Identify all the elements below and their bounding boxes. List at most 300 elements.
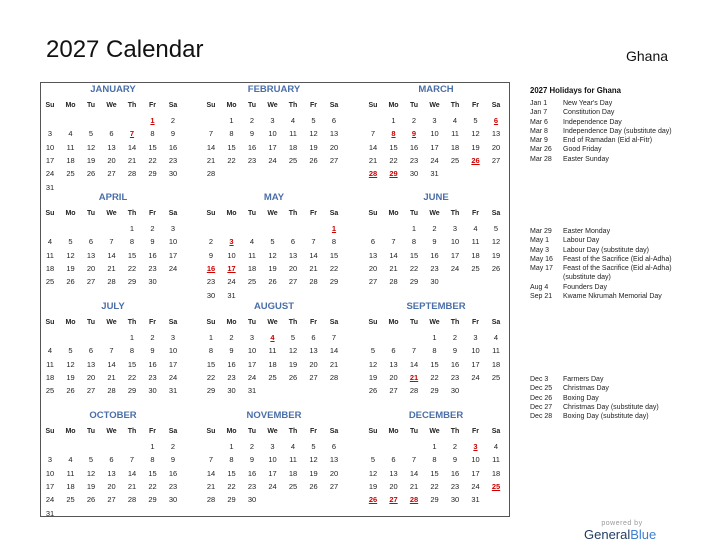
day-cell: 24 — [247, 372, 257, 382]
day-cell: 23 — [206, 277, 216, 287]
day-cell: 4 — [249, 237, 255, 247]
month-name: MAY — [263, 192, 285, 203]
day-cell: 10 — [450, 237, 460, 247]
day-cell: 13 — [86, 359, 96, 369]
day-cell: 14 — [409, 468, 419, 478]
holiday-item — [530, 118, 702, 127]
day-cell: 15 — [127, 359, 137, 369]
day-cell: 2 — [150, 333, 155, 342]
day-cell: 17 — [268, 468, 277, 478]
holiday-day: 17 — [227, 263, 236, 273]
holiday-item — [530, 227, 702, 236]
weekday-header: We — [267, 210, 278, 217]
holiday-day: 21 — [409, 372, 419, 382]
holiday-date: Mar 8 — [530, 127, 548, 135]
day-cell: 17 — [45, 155, 55, 165]
day-cell: 7 — [129, 455, 135, 465]
day-cell: 8 — [331, 237, 337, 247]
day-cell: 23 — [450, 481, 460, 491]
day-cell: 7 — [331, 333, 337, 342]
weekday-header: Tu — [409, 428, 419, 435]
day-cell: 21 — [206, 155, 216, 165]
day-cell: 12 — [491, 237, 501, 247]
day-cell: 24 — [450, 263, 460, 273]
holiday-day: 16 — [206, 263, 216, 273]
day-cell: 25 — [247, 277, 257, 287]
holiday-date: May 1 — [530, 237, 550, 245]
weekday-header: Mo — [226, 102, 237, 109]
day-cell: 18 — [66, 155, 75, 165]
day-cell: 9 — [208, 250, 214, 260]
day-cell: 30 — [409, 169, 419, 179]
day-cell: 12 — [288, 346, 298, 356]
day-cell: 27 — [389, 386, 398, 396]
day-cell: 20 — [107, 155, 116, 165]
day-cell: 17 — [168, 250, 178, 260]
day-cell: 16 — [148, 250, 157, 260]
weekday-header: Sa — [329, 428, 339, 435]
day-cell: 30 — [148, 277, 157, 287]
day-cell: 25 — [45, 277, 55, 287]
day-cell: 14 — [389, 250, 398, 260]
day-cell: 9 — [452, 346, 458, 356]
day-cell: 25 — [450, 155, 460, 165]
weekday-header: Sa — [329, 210, 339, 217]
weekday-header: We — [267, 428, 278, 435]
holiday-date: Mar 6 — [530, 118, 548, 126]
day-cell: 18 — [45, 372, 55, 382]
weekday-header: Tu — [247, 210, 257, 217]
day-cell: 27 — [329, 481, 339, 491]
weekday-header: Sa — [491, 210, 501, 217]
day-cell: 21 — [206, 481, 216, 491]
day-cell: 22 — [127, 372, 137, 382]
holiday-item — [530, 255, 702, 264]
day-cell: 9 — [150, 237, 155, 247]
weekday-header: Th — [288, 428, 298, 435]
day-cell: 10 — [471, 455, 480, 465]
brand-logo — [584, 520, 660, 542]
day-cell: 11 — [46, 359, 54, 369]
day-cell: 27 — [491, 155, 501, 165]
day-cell: 6 — [88, 237, 94, 247]
day-cell: 7 — [391, 237, 396, 247]
weekday-header: Fr — [149, 210, 156, 217]
holiday-date: Dec 25 — [530, 385, 553, 393]
day-cell: 15 — [148, 468, 157, 478]
day-cell: 13 — [491, 129, 501, 139]
holiday-entry — [530, 99, 702, 108]
day-cell: 30 — [450, 495, 460, 505]
holiday-day: 28 — [368, 169, 378, 179]
weekday-header: Fr — [149, 428, 156, 435]
holiday-item — [530, 145, 702, 154]
month-name: JANUARY — [90, 84, 136, 95]
weekday-header: Th — [288, 102, 298, 109]
day-cell: 16 — [450, 468, 460, 478]
holiday-day: 1 — [331, 224, 337, 233]
day-cell: 18 — [450, 142, 460, 152]
day-cell: 29 — [127, 386, 137, 396]
day-cell: 6 — [391, 455, 396, 465]
holiday-day: 26 — [471, 155, 480, 165]
day-cell: 11 — [492, 455, 500, 465]
month-name: SEPTEMBER — [406, 301, 466, 312]
day-cell: 22 — [227, 481, 236, 491]
day-cell: 3 — [47, 129, 53, 139]
holiday-day: 3 — [473, 442, 478, 451]
weekday-header: Th — [450, 319, 460, 326]
day-cell: 17 — [471, 359, 480, 369]
day-cell: 26 — [309, 481, 318, 491]
brand-name-a: General — [584, 527, 631, 542]
weekday-header: Su — [206, 210, 216, 217]
weekday-header: We — [106, 210, 117, 217]
day-cell: 25 — [45, 386, 55, 396]
holiday-name: Founders Day — [563, 283, 607, 291]
weekday-header: Mo — [65, 102, 76, 109]
weekday-header: Su — [206, 428, 216, 435]
holiday-entry — [530, 375, 702, 384]
holiday-date: Sep 21 — [530, 293, 553, 301]
day-cell: 19 — [86, 481, 96, 491]
holiday-day: 26 — [368, 495, 378, 505]
weekday-header: Su — [206, 102, 216, 109]
holiday-date: Dec 26 — [530, 394, 553, 402]
day-cell: 12 — [66, 250, 75, 260]
day-cell: 19 — [368, 372, 378, 382]
day-cell: 9 — [170, 129, 176, 139]
holiday-entry — [530, 246, 702, 255]
holiday-entry — [530, 394, 702, 403]
day-cell: 29 — [430, 386, 439, 396]
holiday-name: End of Ramadan (Eid al-Fitr) — [563, 137, 653, 145]
day-cell: 3 — [270, 116, 275, 125]
day-cell: 10 — [168, 346, 178, 356]
day-cell: 2 — [452, 442, 458, 451]
day-cell: 15 — [409, 250, 419, 260]
day-cell: 1 — [391, 116, 396, 125]
weekday-header: Mo — [388, 428, 399, 435]
day-cell: 22 — [430, 372, 439, 382]
weekday-header: Sa — [168, 428, 178, 435]
holiday-date: Dec 3 — [530, 376, 549, 383]
holiday-item — [530, 292, 702, 301]
day-cell: 3 — [47, 455, 53, 465]
day-cell: 29 — [127, 277, 137, 287]
holiday-item — [530, 155, 702, 164]
weekday-header: Tu — [247, 319, 257, 326]
day-cell: 3 — [270, 442, 275, 451]
holiday-name: Constitution Day — [563, 109, 615, 117]
day-cell: 2 — [452, 333, 458, 342]
day-cell: 28 — [107, 277, 116, 287]
weekday-header: Mo — [388, 102, 399, 109]
day-cell: 19 — [309, 468, 318, 478]
holiday-item — [530, 375, 702, 384]
day-cell: 14 — [309, 250, 318, 260]
day-cell: 1 — [229, 442, 234, 451]
day-cell: 18 — [491, 359, 501, 369]
weekday-header: Fr — [310, 102, 317, 109]
holiday-entry — [530, 384, 702, 393]
day-cell: 10 — [247, 346, 257, 356]
day-cell: 19 — [309, 142, 318, 152]
day-cell: 20 — [107, 481, 116, 491]
holiday-date: May 16 — [530, 255, 553, 263]
weekday-header: Mo — [65, 210, 76, 217]
weekday-header: Th — [127, 210, 137, 217]
day-cell: 29 — [148, 169, 157, 179]
weekday-header: Mo — [226, 428, 237, 435]
holiday-name: New Year's Day — [563, 100, 613, 107]
day-cell: 4 — [47, 237, 53, 247]
day-cell: 28 — [309, 277, 318, 287]
weekday-header: Su — [45, 319, 55, 326]
day-cell: 30 — [168, 495, 178, 505]
weekday-header: We — [106, 428, 117, 435]
day-cell: 27 — [329, 155, 339, 165]
day-cell: 20 — [389, 481, 398, 491]
day-cell: 23 — [168, 155, 178, 165]
day-cell: 27 — [107, 495, 116, 505]
day-cell: 14 — [206, 142, 216, 152]
month-name: FEBRUARY — [247, 84, 301, 95]
day-cell: 13 — [86, 250, 96, 260]
holiday-list-q2 — [530, 227, 702, 301]
day-cell: 24 — [227, 277, 236, 287]
day-cell: 31 — [430, 169, 439, 179]
day-cell: 9 — [229, 346, 234, 356]
day-cell: 24 — [430, 155, 439, 165]
day-cell: 26 — [491, 263, 501, 273]
holiday-day: 29 — [389, 169, 398, 179]
day-cell: 11 — [471, 237, 480, 247]
day-cell: 22 — [227, 155, 236, 165]
day-cell: 4 — [68, 455, 73, 465]
day-cell: 2 — [249, 442, 255, 451]
day-cell: 3 — [249, 333, 255, 342]
day-cell: 23 — [227, 372, 236, 382]
weekday-header: Tu — [86, 319, 96, 326]
day-cell: 12 — [86, 468, 96, 478]
day-cell: 16 — [430, 250, 439, 260]
day-cell: 3 — [452, 224, 458, 233]
day-cell: 10 — [45, 142, 55, 152]
day-cell: 29 — [329, 277, 339, 287]
holiday-item — [530, 412, 702, 421]
day-cell: 20 — [329, 142, 339, 152]
holiday-name: Labour Day (substitute day) — [563, 246, 649, 254]
day-cell: 5 — [493, 224, 499, 233]
day-cell: 23 — [247, 155, 257, 165]
day-cell: 18 — [288, 142, 298, 152]
day-cell: 2 — [150, 224, 155, 233]
day-cell: 21 — [368, 155, 378, 165]
weekday-header: Sa — [168, 319, 178, 326]
day-cell: 18 — [471, 250, 480, 260]
day-cell: 31 — [45, 508, 55, 518]
day-cell: 26 — [86, 495, 96, 505]
holiday-date: May 3 — [530, 246, 550, 254]
day-cell: 28 — [389, 277, 398, 287]
day-cell: 20 — [389, 372, 398, 382]
day-cell: 23 — [247, 481, 257, 491]
day-cell: 17 — [450, 250, 460, 260]
holiday-date: Jan 1 — [530, 100, 548, 107]
weekday-header: Tu — [247, 102, 257, 109]
day-cell: 30 — [430, 277, 439, 287]
day-cell: 30 — [206, 290, 216, 300]
day-cell: 5 — [370, 346, 376, 356]
holiday-entry — [530, 283, 702, 292]
day-cell: 3 — [473, 333, 478, 342]
day-cell: 2 — [432, 224, 437, 233]
weekday-header: Mo — [65, 319, 76, 326]
holiday-item — [530, 394, 702, 403]
day-cell: 3 — [432, 116, 437, 125]
day-cell: 21 — [127, 155, 137, 165]
day-cell: 1 — [150, 442, 155, 451]
day-cell: 9 — [452, 455, 458, 465]
day-cell: 14 — [107, 359, 116, 369]
holiday-day: 27 — [389, 495, 398, 505]
holiday-day: 25 — [491, 481, 501, 491]
day-cell: 8 — [432, 346, 437, 356]
holiday-entry — [530, 118, 702, 127]
day-cell: 4 — [452, 116, 458, 125]
day-cell: 28 — [107, 386, 116, 396]
day-cell: 5 — [290, 333, 296, 342]
month-name: OCTOBER — [89, 410, 137, 421]
weekday-header: Sa — [491, 319, 501, 326]
day-cell: 4 — [47, 346, 53, 356]
day-cell: 8 — [411, 237, 417, 247]
day-cell: 9 — [249, 129, 255, 139]
day-cell: 18 — [491, 468, 501, 478]
day-cell: 6 — [311, 333, 316, 342]
day-cell: 2 — [170, 442, 176, 451]
holiday-entry — [530, 412, 702, 421]
day-cell: 17 — [471, 468, 480, 478]
day-cell: 16 — [168, 142, 178, 152]
day-cell: 20 — [368, 263, 378, 273]
day-cell: 20 — [86, 372, 96, 382]
day-cell: 7 — [311, 237, 316, 247]
day-cell: 27 — [288, 277, 298, 287]
day-cell: 8 — [129, 346, 135, 356]
day-cell: 24 — [471, 481, 480, 491]
day-cell: 11 — [451, 129, 459, 139]
day-cell: 29 — [206, 386, 216, 396]
day-cell: 13 — [389, 468, 398, 478]
day-cell: 25 — [491, 372, 501, 382]
month-name: MARCH — [418, 84, 454, 95]
day-cell: 1 — [129, 224, 135, 233]
day-cell: 13 — [329, 129, 339, 139]
weekday-header: Fr — [310, 210, 317, 217]
day-cell: 1 — [229, 116, 234, 125]
day-cell: 19 — [491, 250, 501, 260]
day-cell: 16 — [227, 359, 236, 369]
day-cell: 22 — [148, 155, 157, 165]
month-name: JUNE — [423, 192, 449, 203]
country-label: Ghana — [626, 48, 669, 64]
day-cell: 22 — [430, 481, 439, 491]
day-cell: 20 — [329, 468, 339, 478]
brand-name-b: Blue — [630, 527, 657, 542]
holiday-date: Jan 7 — [530, 109, 548, 117]
day-cell: 7 — [411, 346, 417, 356]
day-cell: 23 — [148, 372, 157, 382]
day-cell: 10 — [268, 129, 277, 139]
day-cell: 11 — [492, 346, 500, 356]
holiday-date: Mar 9 — [530, 137, 548, 145]
day-cell: 26 — [288, 372, 298, 382]
weekday-header: Th — [127, 319, 137, 326]
holiday-date: Aug 4 — [530, 283, 549, 291]
day-cell: 21 — [107, 372, 116, 382]
day-cell: 15 — [227, 142, 236, 152]
day-cell: 8 — [229, 129, 234, 139]
day-cell: 19 — [471, 142, 480, 152]
weekday-header: Fr — [472, 319, 479, 326]
weekday-header: Tu — [86, 102, 96, 109]
day-cell: 2 — [229, 333, 234, 342]
weekday-header: Th — [450, 102, 460, 109]
day-cell: 25 — [471, 263, 480, 273]
weekday-header: Su — [368, 428, 378, 435]
weekday-header: Tu — [247, 428, 257, 435]
weekday-header: Tu — [86, 428, 96, 435]
day-cell: 19 — [368, 481, 378, 491]
holiday-item — [530, 384, 702, 393]
day-cell: 11 — [289, 129, 297, 139]
day-cell: 24 — [45, 495, 55, 505]
day-cell: 7 — [208, 455, 214, 465]
day-cell: 28 — [329, 372, 339, 382]
holiday-day: 9 — [411, 129, 417, 139]
day-cell: 15 — [430, 359, 439, 369]
day-cell: 26 — [309, 155, 318, 165]
weekday-header: Sa — [329, 319, 339, 326]
day-cell: 4 — [290, 116, 296, 125]
holiday-day: 7 — [129, 129, 135, 139]
holiday-item — [530, 283, 702, 292]
day-cell: 15 — [127, 250, 137, 260]
holiday-name: Boxing Day — [563, 394, 599, 402]
holiday-name: Christmas Day — [563, 385, 609, 393]
weekday-header: We — [106, 319, 117, 326]
day-cell: 10 — [471, 346, 480, 356]
holiday-entry — [530, 403, 702, 412]
day-cell: 12 — [471, 129, 480, 139]
day-cell: 27 — [86, 277, 96, 287]
holiday-day: 3 — [229, 237, 234, 247]
day-cell: 26 — [66, 277, 75, 287]
day-cell: 28 — [206, 495, 216, 505]
day-cell: 10 — [227, 250, 236, 260]
weekday-header: Fr — [149, 319, 156, 326]
day-cell: 28 — [409, 386, 419, 396]
day-cell: 18 — [66, 481, 75, 491]
day-cell: 7 — [109, 237, 114, 247]
day-cell: 23 — [450, 372, 460, 382]
day-cell: 31 — [471, 495, 480, 505]
day-cell: 14 — [127, 142, 137, 152]
day-cell: 5 — [270, 237, 275, 247]
day-cell: 18 — [288, 468, 298, 478]
